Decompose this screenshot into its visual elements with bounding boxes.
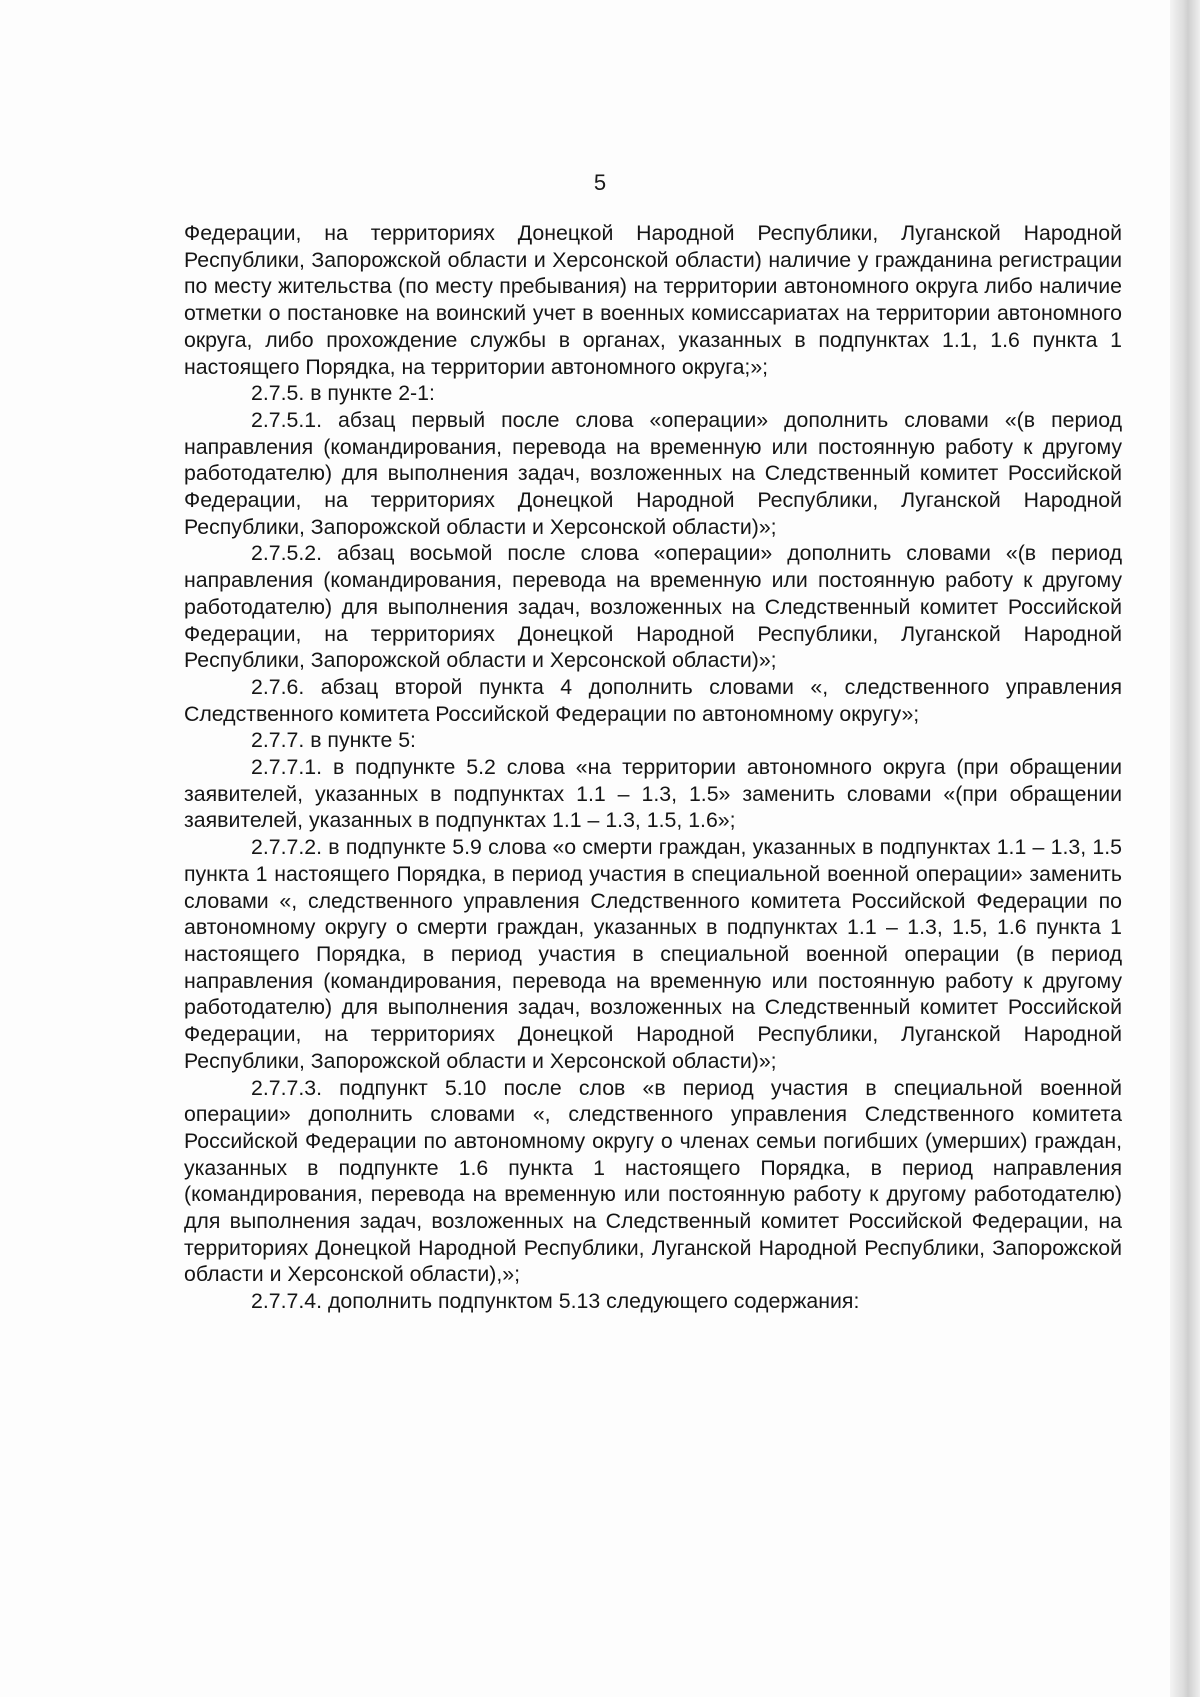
paragraph-2-7-7-1: 2.7.7.1. в подпункте 5.2 слова «на территории автономного округа (при обращении заявителей, указанных в подпунктах 1.1 – 1.3, 1.5» заменить словами «(при обращении заявителей, указанных в подпунктах 1.1 – 1.3, 1.5, 1.6»; [184,755,1122,833]
paragraph-2-7-7-2: 2.7.7.2. в подпункте 5.9 слова «о смерти граждан, указанных в подпунктах 1.1 – 1.3, 1.5 пункта 1 настоящего Порядка, в период участия в специальной военной операции» заменить словами «, следственного управления Следственного комитета Российской Федерации по автономному округу о смерти граждан, указанных в подпунктах 1.1 – 1.3, 1.5, 1.6 пункта 1 настоящего Порядка, в период участия в специальной военной операции (в период направления (командирования, перевода на временную или постоянную работу к другому работодателю) для выполнения задач, возложенных на Следственный комитет Российской Федерации, на территориях Донецкой Народной Республики, Луганской Народной Республики, Запорожской области и Херсонской области)»; [184,835,1122,1073]
paragraph-2-7-5: 2.7.5. в пункте 2-1: [251,381,435,406]
paragraph-2-7-6: 2.7.6. абзац второй пункта 4 дополнить словами «, следственного управления Следственного комитета Российской Федерации по автономному округу»; [184,674,1122,726]
paragraph-2-7-7: 2.7.7. в пункте 5: [251,728,416,753]
page-number: 5 [593,170,607,195]
paragraph-2-7-5-2: 2.7.5.2. абзац восьмой после слова «операции» дополнить словами «(в период направления (командирования, перевода на временную или постоянную работу к другому работодателю) для выполнения задач, возложенных на Следственный комитет Российской Федерации, на территориях Донецкой Народной Республики, Луганской Народной Республики, Запорожской области и Херсонской области)»; [184,541,1122,673]
scan-shadow-edge [1170,0,1200,1697]
paragraph-continuation: Федерации, на территориях Донецкой Народной Республики, Луганской Народной Республики, Запорожской области и Херсонской области) наличие у гражданина регистрации по месту жительства (по месту пребывания) на территории автономного округа либо наличие отметки о постановке на воинский учет в военных комиссариатах на территории автономного округа, либо прохождение службы в органах, указанных в подпунктах 1.1, 1.6 пункта 1 настоящего Порядка, на территории автономного округа;»; [184,221,1122,379]
document-body [184,220,1122,1315]
paragraph-2-7-5-1: 2.7.5.1. абзац первый после слова «операции» дополнить словами «(в период направления (командирования, перевода на временную или постоянную работу к другому работодателю) для выполнения задач, возложенных на Следственный комитет Российской Федерации, на территориях Донецкой Народной Республики, Луганской Народной Республики, Запорожской области и Херсонской области)»; [184,407,1122,539]
paragraph-2-7-7-3: 2.7.7.3. подпункт 5.10 после слов «в период участия в специальной военной операции» дополнить словами «, следственного управления Следственного комитета Российской Федерации по автономному округу о членах семьи погибших (умерших) граждан, указанных в подпункте 1.6 пункта 1 настоящего Порядка, в период направления (командирования, перевода на временную или постоянную работу к другому работодателю) для выполнения задач, возложенных на Следственный комитет Российской Федерации, на территориях Донецкой Народной Республики, Луганской Народной Республики, Запорожской области и Херсонской области),»; [184,1075,1122,1287]
paragraph-2-7-7-4: 2.7.7.4. дополнить подпунктом 5.13 следующего содержания: [251,1289,860,1314]
